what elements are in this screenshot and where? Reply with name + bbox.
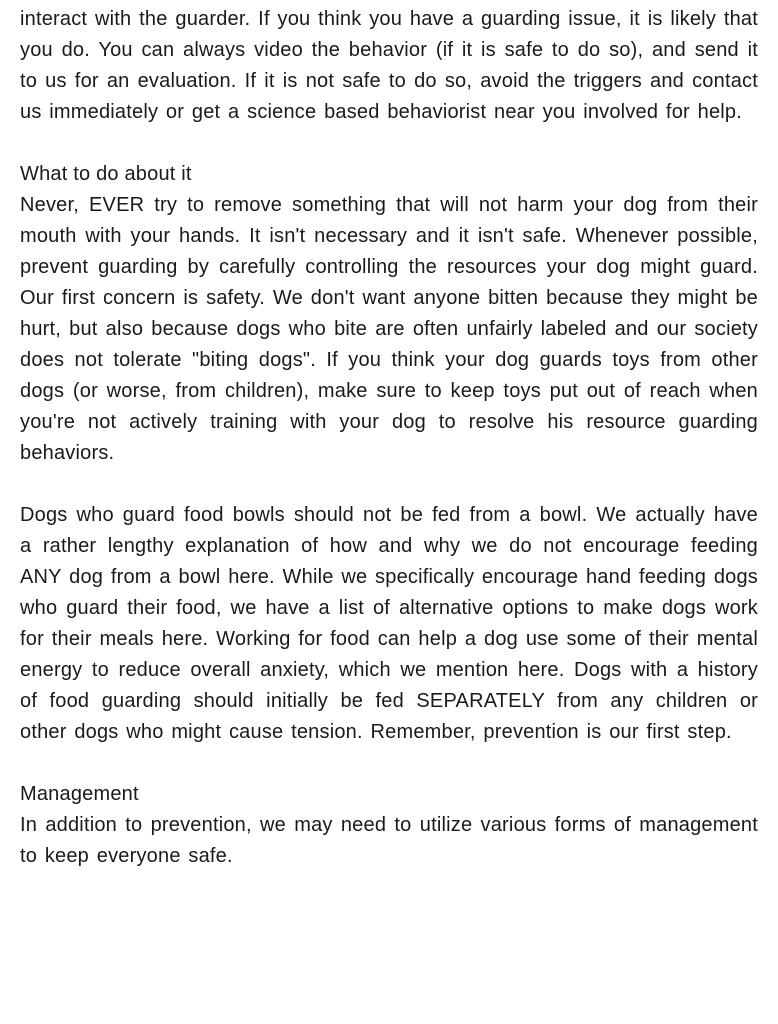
heading-management: Management — [20, 783, 139, 805]
paragraph-food-bowl-guarding: Dogs who guard food bowls should not be fed from a bowl. We actually have a rather lengthy explanation of how and why we do not encourage feeding ANY dog from a bowl here. While we specifically encourage hand feeding dogs who guard their food, we have a list of alternative options to make dogs work for their meals here. Working for food can help a dog use some of their mental energy to reduce overall anxiety, which we mention here. Dogs with a history of food guarding should initially be fed SEPARATELY from any children or other dogs who might cause tension. Remember, prevention is our first step. — [20, 504, 758, 743]
paragraph-management-intro: In addition to prevention, we may need to utilize various forms of management to keep everyone safe. — [20, 814, 758, 867]
heading-what-to-do-about-it: What to do about it — [20, 163, 192, 185]
paragraph-never-ever-remove: Never, EVER try to remove something that will not harm your dog from their mouth with your hands. It isn't necessary and it isn't safe. Whenever possible, prevent guarding by carefully controlling the resources your dog might guard. Our first concern is safety. We don't want anyone bitten because they might be hurt, but also because dogs who bite are often unfairly labeled and our society does not tolerate "biting dogs". If you think your dog guards toys from other dogs (or worse, from children), make sure to keep toys put out of reach when you're not actively training with your dog to resolve his resource guarding behaviors. — [20, 194, 758, 464]
paragraph-guarder-continuation: interact with the guarder. If you think you have a guarding issue, it is likely that you do. You can always video the behavior (if it is safe to do so), and send it to us for an evaluation. If it is not safe to do so, avoid the triggers and contact us immediately or get a science based behaviorist near you involved for help. — [20, 8, 758, 123]
